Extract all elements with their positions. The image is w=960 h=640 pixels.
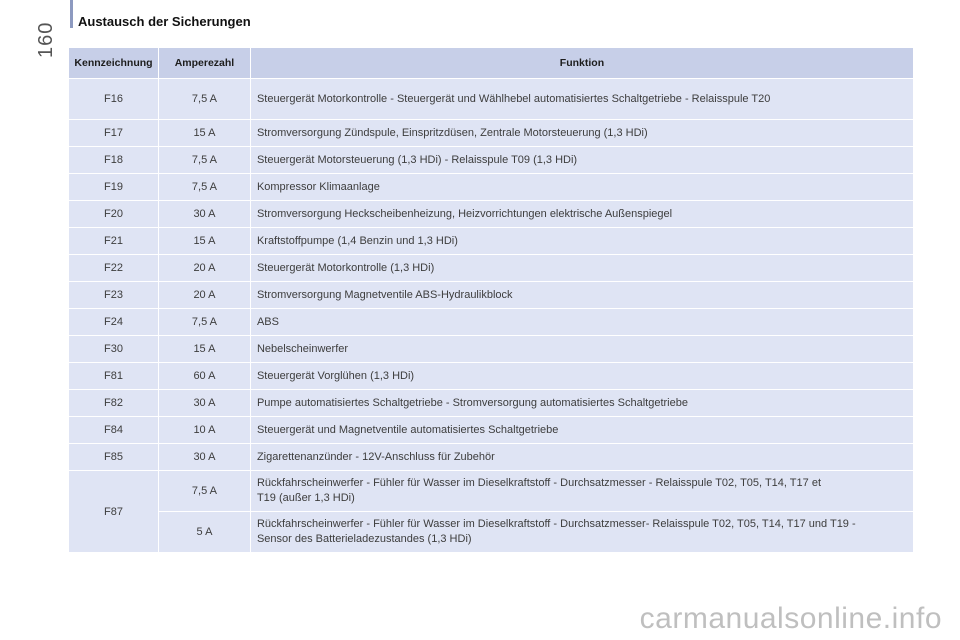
fuse-amperage: 60 A (158, 363, 250, 390)
fuse-function: Steuergerät Motorkontrolle - Steuergerät und Wählhebel automatisiertes Schaltgetriebe - Relaisspule T20 (250, 79, 913, 120)
column-header-code: Kennzeichnung (69, 48, 159, 79)
fuse-code: F22 (69, 255, 159, 282)
fuse-function: Nebelscheinwerfer (250, 336, 913, 363)
fuse-amperage: 20 A (158, 282, 250, 309)
fuse-code: F19 (69, 174, 159, 201)
fuse-function (250, 471, 913, 512)
fuse-amperage: 5 A (158, 512, 250, 553)
fuse-function: Steuergerät und Magnetventile automatisiertes Schaltgetriebe (250, 417, 913, 444)
table-row (69, 444, 914, 471)
table-row (69, 201, 914, 228)
fuse-function: Steuergerät Motorkontrolle (1,3 HDi) (250, 255, 913, 282)
table-row (69, 282, 914, 309)
table-row (69, 120, 914, 147)
fuse-function-line1: Rückfahrscheinwerfer - Fühler für Wasser im Dieselkraftstoff - Durchsatzmesser- Relaisspule T02, T05, T14, T17 und T19 - (256, 518, 856, 530)
fuse-amperage: 15 A (158, 228, 250, 255)
fuse-code: F21 (69, 228, 159, 255)
table-row (69, 336, 914, 363)
fuse-code: F20 (69, 201, 159, 228)
fuse-code: F87 (69, 471, 159, 553)
fuse-function: Steuergerät Motorsteuerung (1,3 HDi) - Relaisspule T09 (1,3 HDi) (250, 147, 913, 174)
fuse-code: F81 (69, 363, 159, 390)
fuse-code: F23 (69, 282, 159, 309)
fuse-code: F82 (69, 390, 159, 417)
fuse-code: F24 (69, 309, 159, 336)
table-row (69, 390, 914, 417)
fuse-function-line1: Rückfahrscheinwerfer - Fühler für Wasser im Dieselkraftstoff - Durchsatzmesser - Relaisspule T02, T05, T14, T17 et (256, 477, 821, 489)
fuse-table (68, 47, 914, 553)
fuse-function: Stromversorgung Heckscheibenheizung, Heizvorrichtungen elektrische Außenspiegel (250, 201, 913, 228)
fuse-amperage: 30 A (158, 444, 250, 471)
fuse-amperage: 7,5 A (158, 79, 250, 120)
table-row (69, 309, 914, 336)
table-row (69, 228, 914, 255)
column-header-func: Funktion (250, 48, 913, 79)
column-header-amp: Amperezahl (158, 48, 250, 79)
fuse-function: Zigarettenanzünder - 12V-Anschluss für Zubehör (250, 444, 913, 471)
fuse-amperage: 15 A (158, 120, 250, 147)
fuse-function: Stromversorgung Zündspule, Einspritzdüsen, Zentrale Motorsteuerung (1,3 HDi) (250, 120, 913, 147)
fuse-code: F18 (69, 147, 159, 174)
fuse-function: Stromversorgung Magnetventile ABS-Hydraulikblock (250, 282, 913, 309)
table-row (69, 174, 914, 201)
table-row (69, 147, 914, 174)
page-title: Austausch der Sicherungen (78, 14, 251, 29)
fuse-function: Kraftstoffpumpe (1,4 Benzin und 1,3 HDi) (250, 228, 913, 255)
fuse-function: Kompressor Klimaanlage (250, 174, 913, 201)
table-header-row (69, 48, 914, 79)
fuse-amperage: 7,5 A (158, 147, 250, 174)
fuse-function (250, 512, 913, 553)
fuse-function: Steuergerät Vorglühen (1,3 HDi) (250, 363, 913, 390)
watermark: carmanualsonline.info (639, 602, 942, 635)
table-row (69, 417, 914, 444)
fuse-amperage: 10 A (158, 417, 250, 444)
header-accent-bar (70, 0, 73, 28)
page-number: 160 (35, 21, 57, 58)
fuse-amperage: 30 A (158, 390, 250, 417)
table-row (69, 363, 914, 390)
fuse-amperage: 30 A (158, 201, 250, 228)
table-row (69, 79, 914, 120)
fuse-amperage: 7,5 A (158, 471, 250, 512)
fuse-amperage: 15 A (158, 336, 250, 363)
fuse-code: F85 (69, 444, 159, 471)
fuse-function: Pumpe automatisiertes Schaltgetriebe - Stromversorgung automatisiertes Schaltgetriebe (250, 390, 913, 417)
table-row-f87-a (69, 471, 914, 512)
fuse-code: F30 (69, 336, 159, 363)
fuse-code: F84 (69, 417, 159, 444)
fuse-amperage: 7,5 A (158, 309, 250, 336)
fuse-function-line2: T19 (außer 1,3 HDi) (256, 492, 355, 504)
fuse-function-line2: Sensor des Batterieladezustandes (1,3 HDi) (256, 533, 472, 545)
fuse-function: ABS (250, 309, 913, 336)
fuse-code: F17 (69, 120, 159, 147)
table-row-f87-b (69, 512, 914, 553)
table-row (69, 255, 914, 282)
fuse-amperage: 20 A (158, 255, 250, 282)
fuse-code: F16 (69, 79, 159, 120)
fuse-amperage: 7,5 A (158, 174, 250, 201)
